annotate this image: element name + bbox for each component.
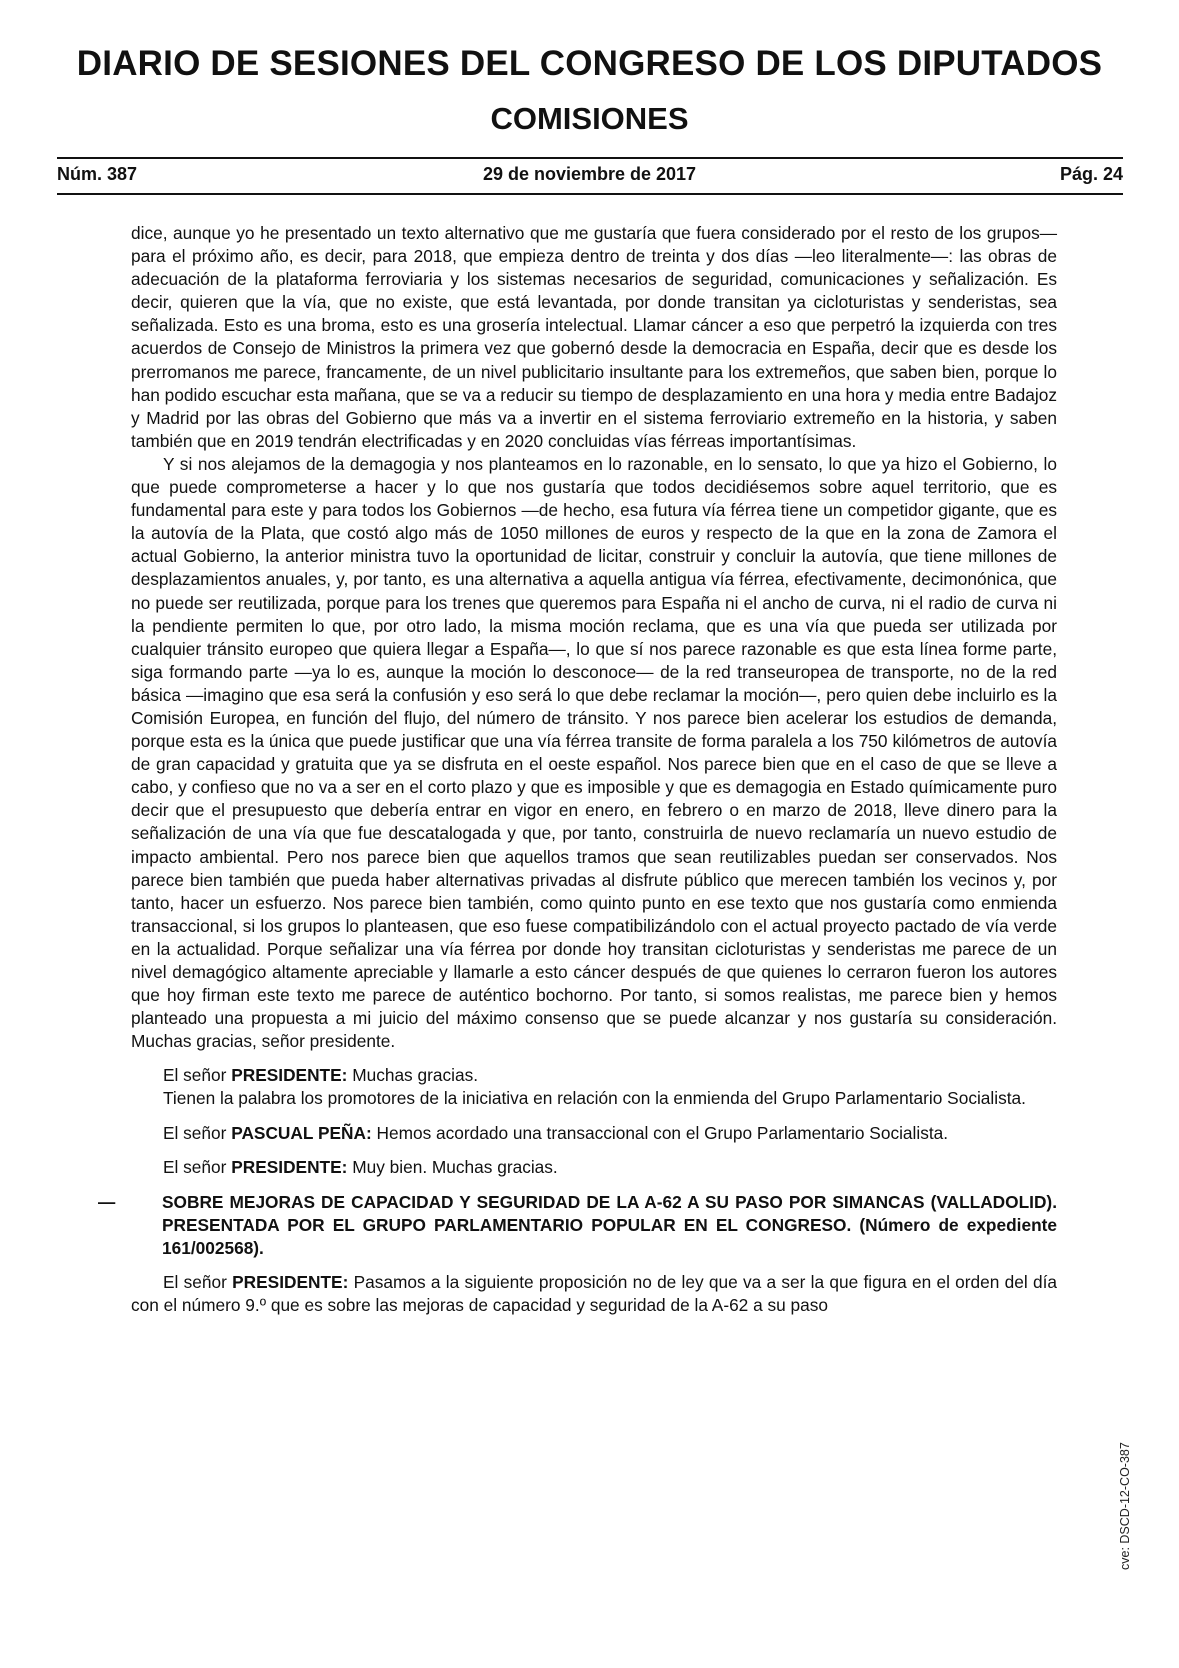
speech-prefix: El señor (163, 1272, 233, 1293)
journal-subtitle: COMISIONES (490, 101, 689, 136)
cve-code: cve: DSCD-12-CO-387 (1118, 1442, 1132, 1570)
speech-president-2 (131, 1156, 1057, 1179)
paragraph-main: Y si nos alejamos de la demagogia y nos planteamos en lo razonable, en lo sensato, lo que ya hizo el Gobierno, lo que puede comprometerse a hacer y lo que nos gustaría que todos decidiésemos sobre aquel territorio, que es fundamental para este y para todos los Gobiernos —de hecho, esa futura vía férrea tiene un competidor gigante, que es la autovía de la Plata, que costó algo más de 1050 millones de euros y respecto de la que en la zona de Zamora el actual Gobierno, la anterior ministra tuvo la oportunidad de licitar, construir y concluir la autovía, que tiene millones de desplazamientos anuales, y, por tanto, es una alternativa a aquella antigua vía férrea, efectivamente, decimonónica, que no puede ser reutilizada, porque para los trenes que queremos para España ni el ancho de curva, ni el radio de curva ni la pendiente permiten lo que, por otro lado, la misma moción reclama, que es una vía que pueda ser utilizada por cualquier tránsito europeo que quiera llegar a España—, lo que sí nos parece razonable es que esta línea forme parte, siga formando parte —ya lo es, aunque la moción lo desconoce— de la red transeuropea de transporte, no de la red básica —imagino que esa será la confusión y eso será lo que debe reclamar la moción—, pero quien debe incluirlo es la Comisión Europea, en función del flujo, del número de tránsito. Y nos parece bien acelerar los estudios de demanda, porque esta es la única que puede justificar que una vía férrea transite de forma paralela a los 750 kilómetros de autovía de gran capacidad y gratuita que ya se disfruta en el oeste español. Nos parece bien que en el caso de que se lleve a cabo, y confieso que no va a ser en el corto plazo y que es imposible y que es demagogia en Estado químicamente puro decir que el presupuesto que debería entrar en vigor en enero, en febrero o en marzo de 2018, lleve dinero para la señalización de una vía que fue descatalogada y que, por tanto, construirla de nuevo reclamaría un nuevo estudio de impacto ambiental. Pero nos parece bien que aquellos tramos que sean reutilizables puedan ser conservados. Nos parece bien también que pueda haber alternativas privadas al disfrute público que merecen también los vecinos y, por tanto, hacer un esfuerzo. Nos parece bien también, como quinto punto en ese texto que nos gustaría como enmienda transaccional, si los grupos lo planteasen, que eso fuese compatibilizándolo con el actual proyecto pactado de vía verde en la actualidad. Porque señalizar una vía férrea por donde hoy transitan cicloturistas y senderistas me parece de un nivel demagógico altamente apreciable y llamarle a esto cáncer después de que quienes lo cerraron fueron los autores que hoy firman este texto me parece de auténtico bochorno. Por tanto, si somos realistas, me parece bien y hemos planteado una propuesta a mi juicio del máximo consenso que se puede alcanzar y nos gustaría su consideración. Muchas gracias, señor presidente. (131, 453, 1057, 1052)
paragraph-floor: Tienen la palabra los promotores de la iniciativa en relación con la enmienda del Grupo Parlamentario Socialista. (163, 1088, 1026, 1109)
speech-text: Hemos acordado una transaccional con el Grupo Parlamentario Socialista. (371, 1122, 949, 1143)
speaker-name: PASCUAL PEÑA: (231, 1122, 372, 1143)
agenda-item-heading (98, 1191, 1057, 1260)
speech-text: Pasamos a la siguiente proposición no de ley que va a ser la que figura en el orden del día con el número 9.º que es sobre las mejoras de capacidad y seguridad de la A-62 a su paso (131, 1272, 1058, 1316)
heading-text: SOBRE MEJORAS DE CAPACIDAD Y SEGURIDAD DE LA A-62 A SU PASO POR SIMANCAS (VALLADOLID). PRESENTADA POR EL GRUPO PARLAMENTARIO POPULAR EN EL CONGRESO. (Número de expediente 161/002568). (162, 1191, 1057, 1258)
header-rule-bottom (57, 193, 1123, 195)
speech-president-1 (131, 1064, 1057, 1087)
speaker-name: PRESIDENTE: (231, 1156, 348, 1177)
page-number: Pág. 24 (1059, 164, 1123, 184)
speech-prefix: El señor (163, 1122, 232, 1143)
speech-prefix: El señor (163, 1065, 232, 1086)
speech-prefix: El señor (163, 1156, 232, 1177)
speech-text: Muchas gracias. (347, 1065, 479, 1086)
header-rule-top (57, 157, 1123, 159)
heading-dash: — (98, 1191, 116, 1212)
journal-title: DIARIO DE SESIONES DEL CONGRESO DE LOS DIPUTADOS (76, 44, 1103, 83)
speech-text: Muy bien. Muchas gracias. (347, 1156, 558, 1177)
page-body (98, 222, 1058, 1317)
speech-pascual (131, 1122, 1057, 1145)
issue-number: Núm. 387 (57, 164, 138, 184)
speech-president-3 (131, 1271, 1057, 1317)
paragraph-continuation: dice, aunque yo he presentado un texto alternativo que me gustaría que fuera considerado por el resto de los grupos— para el próximo año, es decir, para 2018, que empieza dentro de treinta y dos días —leo literalmente—: las obras de adecuación de la plataforma ferroviaria y los sistemas necesarios de seguridad, comunicaciones y señalización. Es decir, quieren que la vía, que no existe, que está levantada, por donde transitan ya cicloturistas y senderistas, sea señalizada. Esto es una broma, esto es una grosería intelectual. Llamar cáncer a eso que perpetró la izquierda con tres acuerdos de Consejo de Ministros la primera vez que gobernó desde la democracia en España, decir que es desde los prerromanos me parece, francamente, de un nivel publicitario insultante para los extremeños, que saben bien, porque lo han podido escuchar esta mañana, que se va a reducir su tiempo de desplazamiento en una hora y media entre Badajoz y Madrid por las obras del Gobierno que más va a invertir en el sistema ferroviario extremeño en la historia, y saben también que en 2019 tendrán electrificadas y en 2020 concluidas vías férreas importantísimas. (131, 223, 1057, 451)
issue-date: 29 de noviembre de 2017 (482, 164, 697, 184)
speaker-name: PRESIDENTE: (232, 1272, 349, 1293)
speaker-name: PRESIDENTE: (231, 1065, 348, 1086)
